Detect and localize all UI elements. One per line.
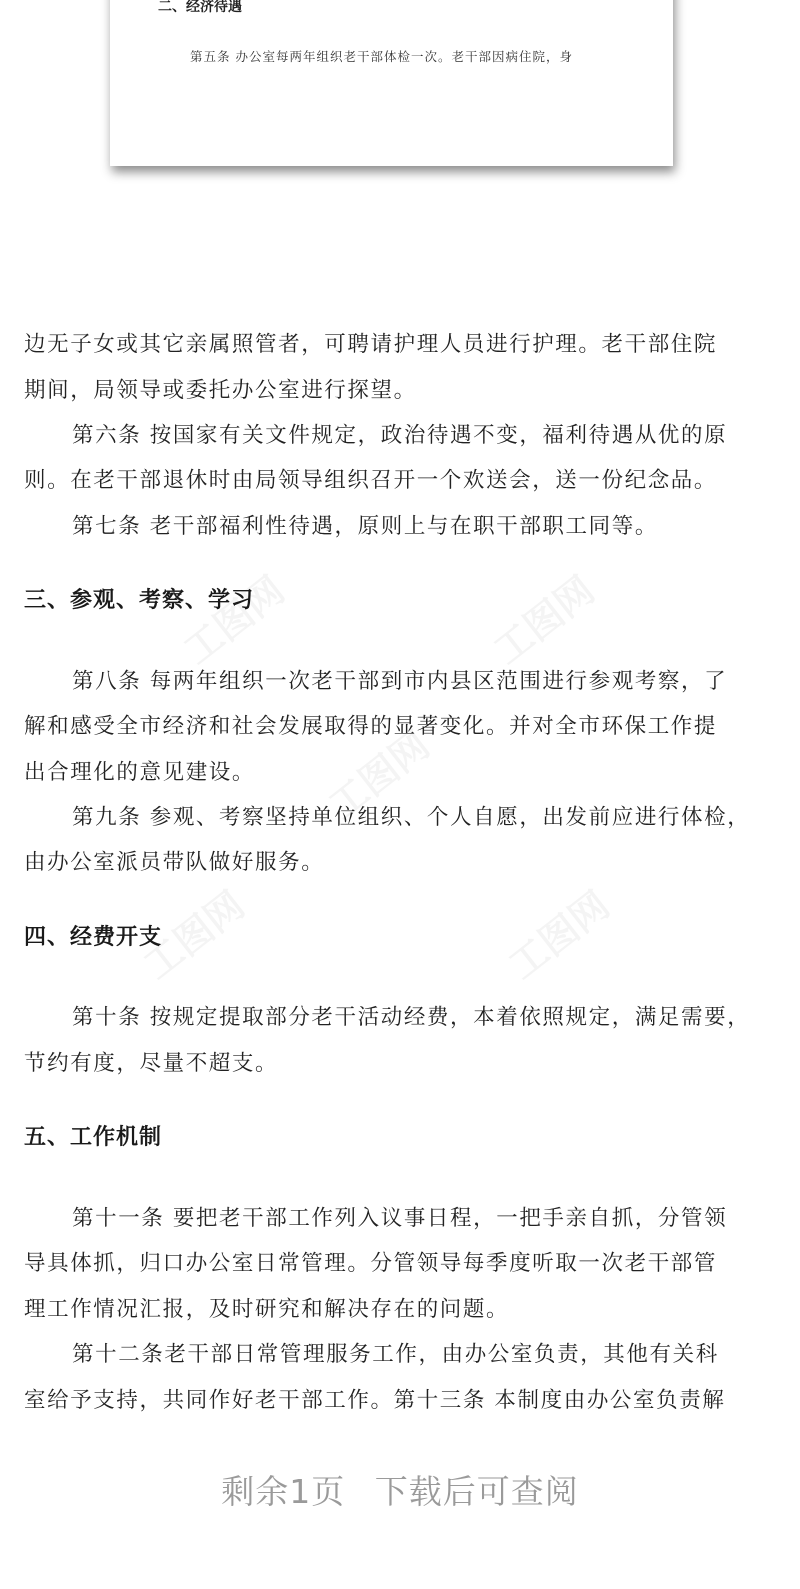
- download-to-read-link[interactable]: 剩余1页 下载后可查阅: [221, 1472, 579, 1511]
- body-text-line: 由办公室派员带队做好服务。: [24, 850, 325, 875]
- watermark: [495, 876, 619, 990]
- article-11-text: 第十一条 要把老干部工作列入议事日程，一把手亲自抓，分管领: [72, 1206, 728, 1231]
- watermark: [480, 561, 604, 675]
- article-8-text: 第八条 每两年组织一次老干部到市内县区范围进行参观考察，了: [72, 669, 728, 694]
- article-6-text: 第六条 按国家有关文件规定，政治待遇不变，福利待遇从优的原: [72, 423, 728, 448]
- body-text-line: 边无子女或其它亲属照管者，可聘请护理人员进行护理。老干部住院: [24, 332, 718, 357]
- body-text-line: 解和感受全市经济和社会发展取得的显著变化。并对全市环保工作提: [24, 714, 718, 739]
- body-text-line: 期间，局领导或委托办公室进行探望。: [24, 378, 417, 403]
- preview-page-card: [110, 0, 673, 166]
- body-text-line: 导具体抓，归口办公室日常管理。分管领导每季度听取一次老干部管: [24, 1251, 718, 1276]
- article-12-text: 第十二条老干部日常管理服务工作，由办公室负责，其他有关科: [72, 1342, 719, 1367]
- article-10-text: 第十条 按规定提取部分老干活动经费，本着依照规定，满足需要，: [72, 1005, 751, 1030]
- body-text-line: 则。在老干部退休时由局领导组织召开一个欢送会，送一份纪念品。: [24, 468, 718, 493]
- article-9-text: 第九条 参观、考察坚持单位组织、个人自愿，出发前应进行体检，: [72, 805, 751, 830]
- body-text-line: 室给予支持，共同作好老干部工作。第十三条 本制度由办公室负责解: [24, 1388, 726, 1413]
- section-heading-mechanism: 五、工作机制: [24, 1125, 163, 1150]
- body-text-line: 节约有度，尽量不超支。: [24, 1051, 279, 1076]
- watermark: [170, 561, 294, 675]
- section-heading-visits: 三、参观、考察、学习: [24, 588, 255, 613]
- body-text-line: 理工作情况汇报，及时研究和解决存在的问题。: [24, 1297, 510, 1322]
- section-heading-funding: 四、经费开支: [24, 925, 163, 950]
- preview-section-heading: 二、经济待遇: [158, 0, 242, 15]
- body-text-line: 出合理化的意见建设。: [24, 760, 256, 785]
- article-7-text: 第七条 老干部福利性待遇，原则上与在职干部职工同等。: [72, 514, 658, 539]
- preview-text-line: 第五条 办公室每两年组织老干部体检一次。老干部因病住院，身: [190, 49, 573, 64]
